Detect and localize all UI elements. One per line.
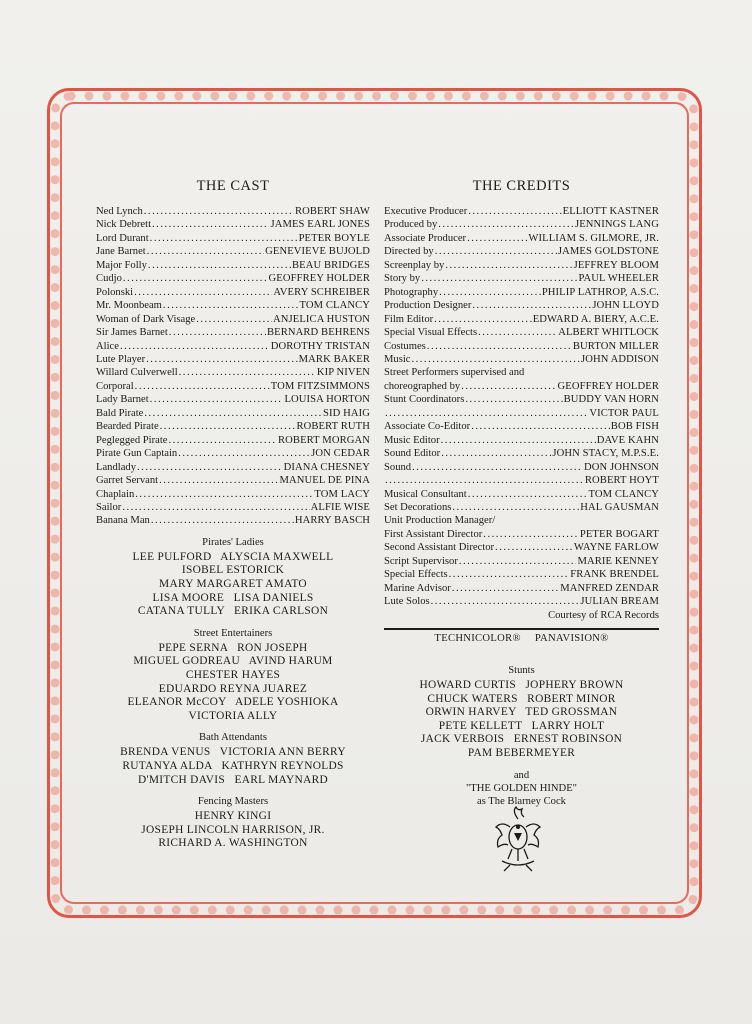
role-label: Special Visual Effects xyxy=(384,327,478,339)
credit-row xyxy=(96,205,370,218)
role-label: Banana Man xyxy=(96,515,150,527)
credit-row xyxy=(96,245,370,258)
person-name: ROBERT HOYT xyxy=(584,475,659,487)
group-title: Pirates' Ladies xyxy=(202,536,264,548)
credit-row xyxy=(384,286,659,299)
person-name: JOHN LLOYD xyxy=(592,300,659,312)
role-label: Set Decorations xyxy=(384,501,452,513)
divider-rule xyxy=(384,628,659,630)
role-label: Music xyxy=(384,353,411,365)
credit-row xyxy=(384,313,659,326)
role-label: Sound Editor xyxy=(384,448,441,460)
person-name: DAVE KAHN xyxy=(596,434,659,446)
person-name: JEFFREY BLOOM xyxy=(573,259,659,271)
person-name: SID HAIG xyxy=(323,407,370,419)
credit-row xyxy=(96,366,370,379)
person-name: ELLIOTT KASTNER xyxy=(562,206,659,217)
credit-row xyxy=(384,340,659,353)
credit-row xyxy=(384,407,659,420)
leader-dots xyxy=(411,353,580,366)
credit-row xyxy=(96,393,370,406)
leader-dots xyxy=(471,420,610,433)
stunt-member-line: JACK VERBOIS ERNEST ROBINSON xyxy=(420,733,623,746)
leader-dots xyxy=(452,582,559,595)
leader-dots xyxy=(123,272,268,285)
role-label: Bearded Pirate xyxy=(96,421,159,433)
person-name: MANFRED ZENDAR xyxy=(560,582,659,594)
credit-row xyxy=(384,259,659,272)
credit-row xyxy=(384,568,659,581)
credit-row xyxy=(96,272,370,285)
group-member-line: RUTANYA ALDA KATHRYN REYNOLDS xyxy=(122,760,344,772)
person-name: ALBERT WHITLOCK xyxy=(558,327,659,339)
role-label: Sound xyxy=(384,461,412,473)
role-label: Pirate Gun Captain xyxy=(96,448,178,460)
person-name: EDWARD A. BIERY, A.C.E. xyxy=(532,313,659,325)
leader-dots xyxy=(159,474,278,487)
role-label: Cudjo xyxy=(96,273,122,285)
person-name: BOB FISH xyxy=(610,421,659,433)
credit-row xyxy=(384,205,659,218)
role-label: Willard Culverwell xyxy=(96,367,178,379)
credit-row xyxy=(384,541,659,554)
leader-dots xyxy=(137,461,283,474)
person-name: MARK BAKER xyxy=(298,353,370,365)
person-name: JAMES EARL JONES xyxy=(270,219,370,231)
role-label: Stunt Coordinators xyxy=(384,394,465,406)
person-name: AVERY SCHREIBER xyxy=(273,286,370,298)
leader-dots xyxy=(441,447,551,460)
group-title: Fencing Masters xyxy=(197,796,269,808)
ship-role: as The Blarney Cock xyxy=(477,795,566,807)
role-label: Second Assistant Director xyxy=(384,542,495,554)
leader-dots xyxy=(163,299,299,312)
cast-heading: THE CAST xyxy=(196,178,270,194)
credits-list-b xyxy=(384,380,659,515)
person-name: FRANK BRENDEL xyxy=(570,569,659,581)
leader-dots xyxy=(468,205,561,218)
credit-row xyxy=(384,501,659,514)
role-label: Bald Pirate xyxy=(96,407,144,419)
credit-row xyxy=(96,286,370,299)
credit-row xyxy=(96,299,370,312)
leader-dots xyxy=(461,380,556,393)
role-label: Directed by xyxy=(384,246,434,258)
credit-street-performers: Street Performers supervised and xyxy=(384,367,525,379)
group-member-line: D'MITCH DAVIS EARL MAYNARD xyxy=(137,773,329,786)
leader-dots xyxy=(427,340,572,353)
cast-group xyxy=(96,536,370,619)
stunt-member-line: CHUCK WATERS ROBERT MINOR xyxy=(427,692,616,705)
leader-dots xyxy=(468,488,588,501)
technical-credits xyxy=(384,632,659,646)
person-name: KIP NIVEN xyxy=(316,367,370,379)
group-member-line: MIGUEL GODREAU AVIND HARUM xyxy=(133,655,333,668)
group-title: Bath Attendants xyxy=(199,732,267,744)
leader-dots xyxy=(120,340,270,353)
leader-dots xyxy=(452,501,579,514)
group-title: Street Entertainers xyxy=(193,627,273,639)
person-name: ALFIE WISE xyxy=(310,501,370,513)
credit-row xyxy=(96,380,370,393)
role-label: Marine Advisor xyxy=(384,582,451,594)
credit-row xyxy=(384,555,659,568)
cast-list xyxy=(96,205,370,528)
group-member-line: VICTORIA ALLY xyxy=(188,709,278,722)
role-label: Garret Servant xyxy=(96,475,159,487)
credit-row xyxy=(96,420,370,433)
leader-dots xyxy=(385,407,588,420)
credit-unit-production-manager: Unit Production Manager/ xyxy=(384,515,496,527)
credit-row xyxy=(96,488,370,501)
leader-dots xyxy=(495,541,573,554)
leader-dots xyxy=(467,232,527,245)
courtesy-line: Courtesy of RCA Records xyxy=(548,609,659,621)
cast-group xyxy=(96,627,370,724)
role-label: Lord Durant xyxy=(96,232,149,244)
technicolor-label: TECHNICOLOR® xyxy=(434,633,521,645)
role-label: Sailor xyxy=(96,501,122,513)
leader-dots xyxy=(135,380,270,393)
role-label: Production Designer xyxy=(384,300,472,312)
person-name: ANJELICA HUSTON xyxy=(273,313,370,325)
person-name: JENNINGS LANG xyxy=(575,219,659,231)
credit-row xyxy=(96,340,370,353)
cast-group xyxy=(96,731,370,787)
credit-row xyxy=(384,488,659,501)
leader-dots xyxy=(150,232,298,245)
credit-row xyxy=(384,528,659,541)
credit-row xyxy=(384,434,659,447)
person-name: ROBERT SHAW xyxy=(294,206,370,217)
person-name: DON JOHNSON xyxy=(584,461,659,473)
credit-row xyxy=(384,447,659,460)
credits-list xyxy=(384,205,659,366)
leader-dots xyxy=(449,568,570,581)
role-label: Executive Producer xyxy=(384,206,468,217)
leader-dots xyxy=(179,366,316,379)
stunts-group xyxy=(384,664,659,761)
role-label: Lady Barnet xyxy=(96,394,149,406)
rooster-crest-icon xyxy=(488,805,548,875)
person-name: DIANA CHESNEY xyxy=(283,461,370,473)
group-member-line: RICHARD A. WASHINGTON xyxy=(158,837,308,850)
leader-dots xyxy=(146,353,298,366)
leader-dots xyxy=(439,286,541,299)
stunt-member-line: HOWARD CURTIS JOPHERY BROWN xyxy=(419,679,624,692)
group-member-line: EDUARDO REYNA JUAREZ xyxy=(158,682,308,695)
credit-row xyxy=(96,447,370,460)
role-label: Mr. Moonbeam xyxy=(96,300,162,312)
credit-row xyxy=(384,218,659,231)
role-label: Alice xyxy=(96,340,119,352)
person-name: TOM CLANCY xyxy=(299,300,370,312)
role-label: Polonski xyxy=(96,286,134,298)
credit-row xyxy=(96,501,370,514)
ship-name: "THE GOLDEN HINDE" xyxy=(465,782,578,794)
group-member-line: LEE PULFORD ALYSCIA MAXWELL xyxy=(132,550,334,563)
leader-dots xyxy=(483,528,579,541)
person-name: ROBERT MORGAN xyxy=(278,434,370,446)
role-label: Photography xyxy=(384,286,439,298)
role-label: Peglegged Pirate xyxy=(96,434,168,446)
role-label: First Assistant Director xyxy=(384,528,483,540)
cast-groups xyxy=(96,536,370,851)
role-label: Landlady xyxy=(96,461,137,473)
credit-row xyxy=(96,353,370,366)
credits-column xyxy=(384,178,659,808)
credit-row xyxy=(96,474,370,487)
person-name: PETER BOGART xyxy=(579,528,659,540)
group-member-line: MARY MARGARET AMATO xyxy=(159,578,307,591)
person-name: PETER BOYLE xyxy=(298,232,370,244)
role-label: Associate Co-Editor xyxy=(384,421,471,433)
credit-row xyxy=(96,232,370,245)
role-label: Script Supervisor xyxy=(384,555,458,567)
credit-row xyxy=(96,313,370,326)
credits-list-c xyxy=(384,528,659,609)
leader-dots xyxy=(431,595,580,608)
leader-dots xyxy=(478,326,557,339)
leader-dots xyxy=(421,272,577,285)
cast-column xyxy=(96,178,370,851)
person-name: TOM FITZSIMMONS xyxy=(270,380,370,392)
role-label: choreographed by xyxy=(384,380,461,392)
credit-row xyxy=(384,232,659,245)
person-name: WAYNE FARLOW xyxy=(573,542,659,554)
leader-dots xyxy=(412,461,583,474)
leader-dots xyxy=(385,474,584,487)
role-label: Corporal xyxy=(96,380,134,392)
person-name: LOUISA HORTON xyxy=(284,394,370,406)
credit-row xyxy=(96,326,370,339)
leader-dots xyxy=(147,245,264,258)
group-member-line: CHESTER HAYES xyxy=(185,669,281,682)
role-label: Music Editor xyxy=(384,434,440,446)
group-member-line: CATANA TULLY ERIKA CARLSON xyxy=(137,605,329,618)
leader-dots xyxy=(445,259,572,272)
person-name: JOHN ADDISON xyxy=(580,353,659,365)
stunts-title: Stunts xyxy=(508,665,535,677)
leader-dots xyxy=(169,326,266,339)
leader-dots xyxy=(472,299,591,312)
credit-row xyxy=(384,461,659,474)
credit-row xyxy=(384,326,659,339)
credit-row xyxy=(384,245,659,258)
role-label: Story by xyxy=(384,273,421,285)
role-label: Produced by xyxy=(384,219,438,231)
leader-dots xyxy=(144,205,294,218)
person-name: HAL GAUSMAN xyxy=(580,501,659,513)
person-name: BUDDY VAN HORN xyxy=(563,394,659,406)
leader-dots xyxy=(441,434,596,447)
leader-dots xyxy=(435,245,557,258)
person-name: WILLIAM S. GILMORE, JR. xyxy=(528,232,659,244)
role-label: Nick Debrett xyxy=(96,219,152,231)
person-name: JULIAN BREAM xyxy=(580,596,659,608)
group-member-line: ISOBEL ESTORICK xyxy=(181,564,285,577)
credit-row xyxy=(384,582,659,595)
person-name: JOHN STACY, M.P.S.E. xyxy=(552,448,659,460)
person-name: MARIE KENNEY xyxy=(577,555,659,567)
leader-dots xyxy=(459,555,577,568)
credit-row xyxy=(384,420,659,433)
leader-dots xyxy=(135,488,313,501)
credit-row xyxy=(96,218,370,231)
credit-row xyxy=(96,461,370,474)
leader-dots xyxy=(438,218,574,231)
credit-row xyxy=(384,353,659,366)
leader-dots xyxy=(465,393,562,406)
leader-dots xyxy=(150,393,284,406)
credit-row xyxy=(96,259,370,272)
group-member-line: PEPE SERNA RON JOSEPH xyxy=(158,641,308,654)
credit-row xyxy=(384,474,659,487)
credit-row xyxy=(384,595,659,608)
credit-row xyxy=(384,393,659,406)
person-name: JAMES GOLDSTONE xyxy=(557,246,659,258)
credit-row xyxy=(96,407,370,420)
leader-dots xyxy=(152,218,269,231)
role-label: Ned Lynch xyxy=(96,206,143,217)
role-label: Associate Producer xyxy=(384,232,467,244)
panavision-label: PANAVISION® xyxy=(534,633,609,645)
role-label: Chaplain xyxy=(96,488,135,500)
role-label: Musical Consultant xyxy=(384,488,467,500)
person-name: ROBERT RUTH xyxy=(296,421,370,433)
group-member-line: JOSEPH LINCOLN HARRISON, JR. xyxy=(141,823,325,836)
person-name: MANUEL DE PINA xyxy=(279,475,370,487)
role-label: Film Editor xyxy=(384,313,434,325)
leader-dots xyxy=(178,447,310,460)
person-name: DOROTHY TRISTAN xyxy=(270,340,370,352)
leader-dots xyxy=(148,259,291,272)
person-name: JON CEDAR xyxy=(311,448,370,460)
credit-row xyxy=(384,380,659,393)
role-label: Special Effects xyxy=(384,569,448,581)
person-name: GEOFFREY HOLDER xyxy=(268,273,370,285)
person-name: BURTON MILLER xyxy=(572,340,659,352)
person-name: TOM CLANCY xyxy=(588,488,659,500)
stunt-member-line: PAM BEBERMEYER xyxy=(467,747,576,760)
leader-dots xyxy=(134,286,272,299)
leader-dots xyxy=(169,434,278,447)
person-name: GEOFFREY HOLDER xyxy=(557,380,659,392)
group-member-line: LISA MOORE LISA DANIELS xyxy=(152,591,314,604)
group-member-line: ELEANOR McCOY ADELE YOSHIOKA xyxy=(127,696,339,709)
role-label: Costumes xyxy=(384,340,426,352)
credit-row xyxy=(384,299,659,312)
person-name: PAUL WHEELER xyxy=(578,273,659,285)
person-name: HARRY BASCH xyxy=(294,515,370,527)
person-name: GENEVIEVE BUJOLD xyxy=(265,246,370,258)
person-name: TOM LACY xyxy=(314,488,370,500)
stunt-member-line: PETE KELLETT LARRY HOLT xyxy=(438,719,605,732)
role-label: Woman of Dark Visage xyxy=(96,313,196,325)
role-label: Major Folly xyxy=(96,259,147,271)
leader-dots xyxy=(144,407,322,420)
leader-dots xyxy=(196,313,272,326)
credit-row xyxy=(384,272,659,285)
credits-heading: THE CREDITS xyxy=(472,178,571,194)
role-label: Lute Solos xyxy=(384,596,430,608)
leader-dots xyxy=(434,313,532,326)
leader-dots xyxy=(122,501,309,514)
role-label: Lute Player xyxy=(96,353,146,365)
role-label: Sir James Barnet xyxy=(96,327,168,339)
person-name: BEAU BRIDGES xyxy=(291,259,370,271)
leader-dots xyxy=(151,514,294,527)
leader-dots xyxy=(160,420,296,433)
group-member-line: HENRY KINGI xyxy=(194,810,272,823)
role-label: Screenplay by xyxy=(384,259,445,271)
person-name: VICTOR PAUL xyxy=(589,407,659,419)
and-text: and xyxy=(513,769,530,781)
credit-row xyxy=(96,514,370,527)
stunt-member-line: ORWIN HARVEY TED GROSSMAN xyxy=(425,706,618,719)
group-member-line: BRENDA VENUS VICTORIA ANN BERRY xyxy=(120,746,346,759)
person-name: BERNARD BEHRENS xyxy=(266,327,370,339)
role-label: Jane Barnet xyxy=(96,246,146,258)
cast-group xyxy=(96,795,370,851)
person-name: PHILIP LATHROP, A.S.C. xyxy=(541,286,659,298)
credit-row xyxy=(96,434,370,447)
